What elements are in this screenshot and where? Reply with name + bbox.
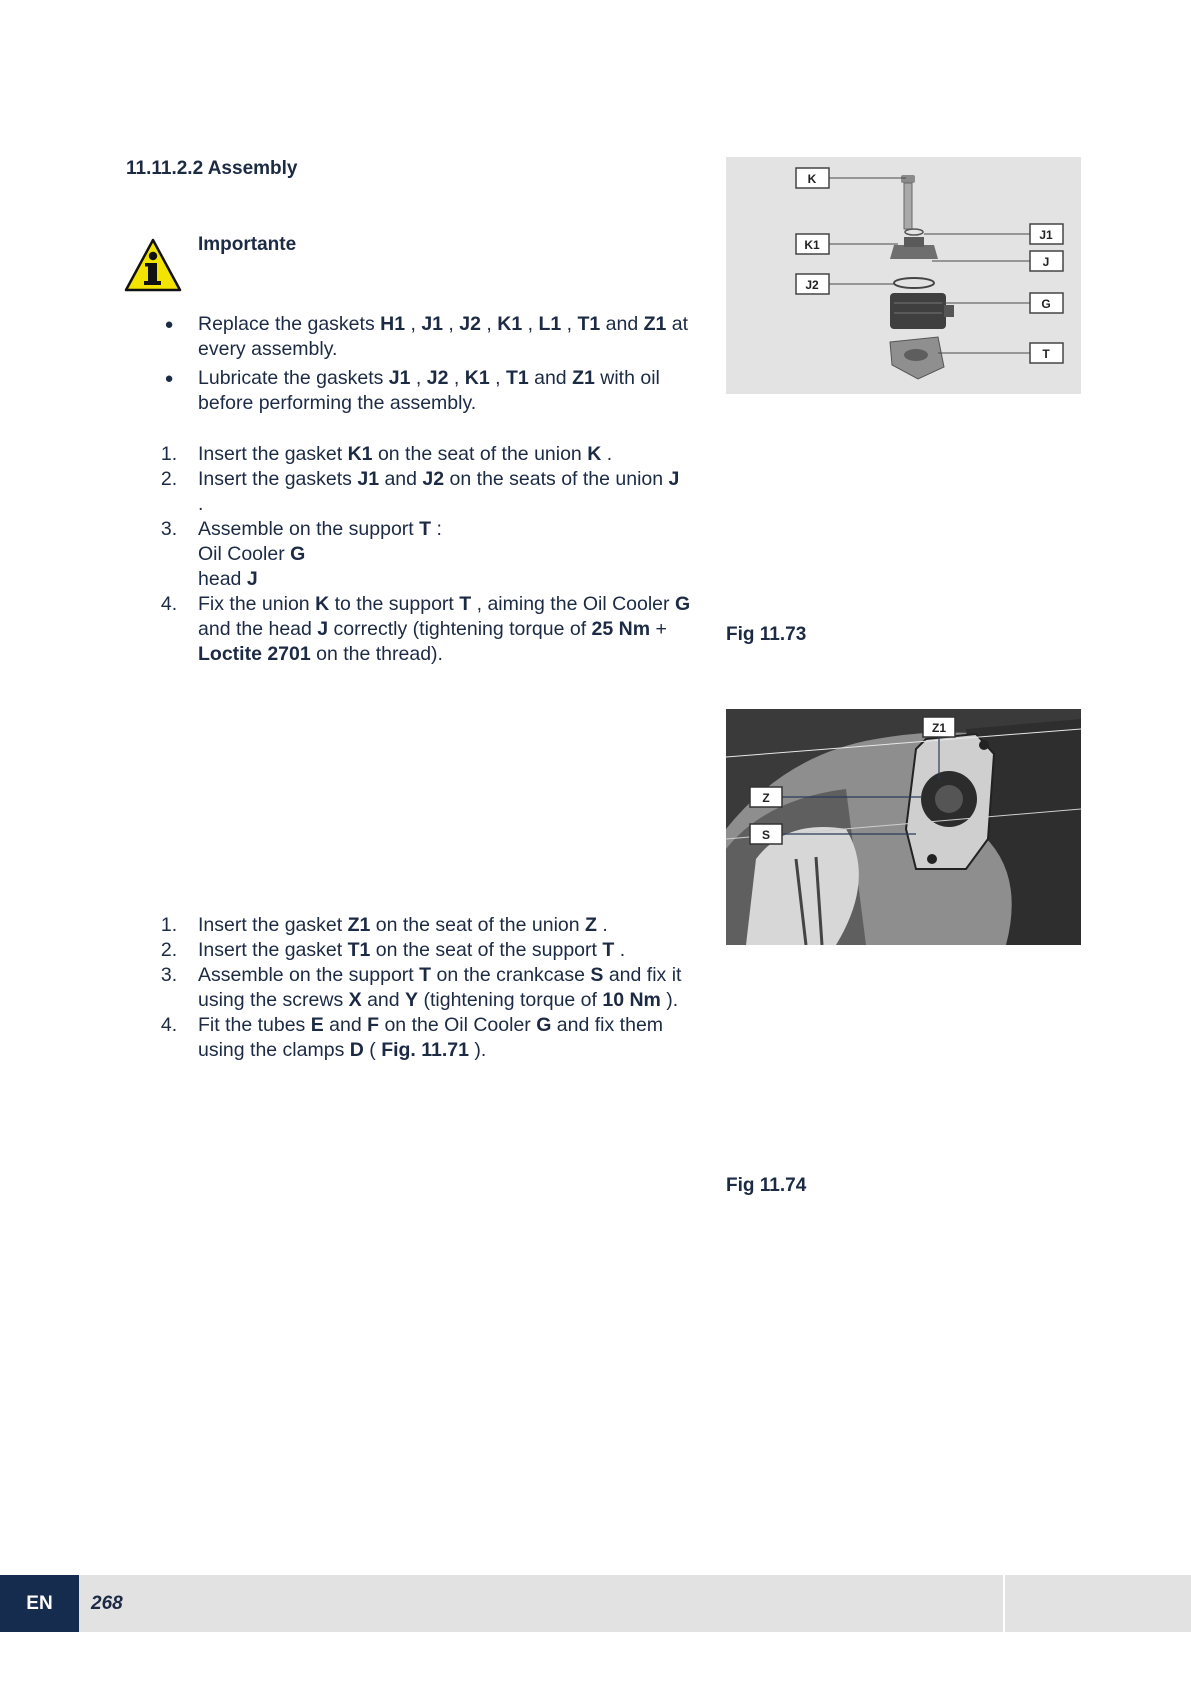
oil-cooler-exploded-diagram <box>726 157 1081 394</box>
step-number: 1. <box>160 914 178 936</box>
label-t: T <box>1042 347 1050 361</box>
label-z1: Z1 <box>931 721 947 735</box>
bullet-icon: ● <box>164 370 174 387</box>
support-part <box>890 337 944 379</box>
step-item: 1. Insert the gasket Z1 on the seat of the union Z . <box>154 913 702 938</box>
bullet-item: ● Replace the gaskets H1 , J1 , J2 , K1 , L1 , T1 and Z1 at every assembly. <box>154 312 702 362</box>
bullet-item: ● Lubricate the gaskets J1 , J2 , K1 , T1 and Z1 with oil before performing the assembly. <box>154 366 702 416</box>
label-g: G <box>1041 297 1051 311</box>
union-bolt <box>901 175 915 229</box>
oil-cooler-body <box>890 293 954 329</box>
step-item: 4. Fix the union K to the support T , aiming the Oil Cooler G and the head J correctly (tightening torque of 25 Nm + Loctite 2701 on the thread). <box>154 592 702 667</box>
figure-11-73-image <box>726 157 1081 394</box>
step-item: 2. Insert the gaskets J1 and J2 on the seats of the union J . <box>154 467 702 517</box>
step-number: 2. <box>160 939 178 961</box>
warning-title: Importante <box>198 234 297 255</box>
step-item: 1. Insert the gasket K1 on the seat of the union K . <box>154 442 702 467</box>
step-item: 3. Assemble on the support T : Oil Cooler G head J <box>154 517 702 592</box>
gasket-ring <box>905 229 923 235</box>
step-number: 3. <box>160 964 178 986</box>
label-j: J <box>1042 255 1050 269</box>
step-item: 4. Fit the tubes E and F on the Oil Cooler G and fix them using the clamps D ( Fig. 11.71 ). <box>154 1013 702 1063</box>
language-tag: EN <box>0 1575 79 1632</box>
label-s: S <box>761 828 771 842</box>
page-footer <box>0 1575 1191 1632</box>
figure-caption: Fig 11.73 <box>726 624 807 645</box>
label-z: Z <box>762 791 770 805</box>
head-part <box>890 237 938 259</box>
step-number: 3. <box>160 518 178 540</box>
page-number: 268 <box>91 1593 123 1614</box>
label-j1: J1 <box>1039 228 1053 242</box>
step-number: 4. <box>160 1014 178 1036</box>
warning-info-icon <box>124 238 182 292</box>
label-j2: J2 <box>805 278 819 292</box>
assembly-steps-second <box>154 913 702 1063</box>
support-gasket-plate <box>906 734 994 869</box>
figure-caption: Fig 11.74 <box>726 1175 807 1196</box>
figure-11-74-image <box>726 709 1081 945</box>
step-number: 1. <box>160 443 178 465</box>
assembly-steps-first <box>154 442 702 667</box>
footer-divider <box>1003 1575 1005 1632</box>
bullet-icon: ● <box>164 316 174 333</box>
label-k1: K1 <box>804 238 820 252</box>
gasket-ring <box>894 278 934 288</box>
step-item: 2. Insert the gasket T1 on the seat of the support T . <box>154 938 702 963</box>
step-number: 2. <box>160 468 178 490</box>
label-k: K <box>807 172 817 186</box>
step-item: 3. Assemble on the support T on the crankcase S and fix it using the screws X and Y (tightening torque of 10 Nm ). <box>154 963 702 1013</box>
section-heading: 11.11.2.2 Assembly <box>126 158 298 179</box>
warning-bullet-list <box>154 312 702 420</box>
crankcase-support-photo <box>726 709 1081 945</box>
step-number: 4. <box>160 593 178 615</box>
